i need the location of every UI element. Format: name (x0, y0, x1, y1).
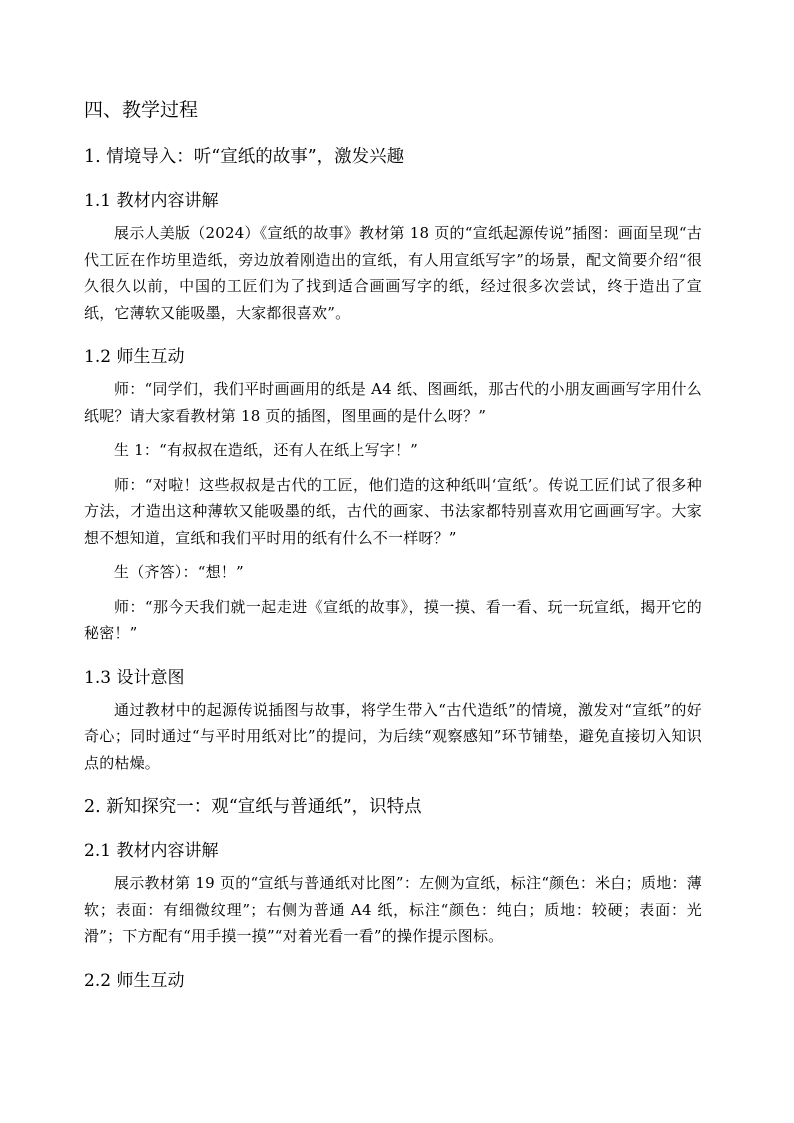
subsection-2-1-title: 2.1 教材内容讲解 (84, 841, 219, 861)
dialogue-line: 师：“对啦！这些叔叔是古代的工匠，他们造的这种纸叫‘宣纸’。传说工匠们试了很多种方法，才造出这种薄软又能吸墨的纸，古代的画家、书法家都特别喜欢用它画画写字。大家想不想知道，宣纸和我们平时用的纸有什么不一样呀？” (84, 475, 702, 547)
subsection-1-3-title: 1.3 设计意图 (84, 667, 185, 688)
subsection-1-3-paragraph: 通过教材中的起源传说插图与故事，将学生带入“古代造纸”的情境，激发对“宣纸”的好奇心；同时通过“与平时用纸对比”的提问，为后续“观察感知”环节铺垫，避免直接切入知识点的枯燥。 (84, 700, 702, 772)
subsection-2-2-title: 2.2 师生互动 (84, 970, 185, 991)
dialogue-line: 生 1：“有叔叔在造纸，还有人在纸上写字！” (114, 441, 419, 459)
dialogue-line: 生（齐答）：“想！” (114, 563, 244, 581)
section-2-title: 2. 新知探究一：观“宣纸与普通纸”，识特点 (84, 797, 422, 817)
subsection-1-1-title: 1.1 教材内容讲解 (84, 191, 219, 211)
subsection-1-2-title: 1.2 师生互动 (84, 347, 185, 367)
section-1-title: 1. 情境导入：听“宣纸的故事”，激发兴趣 (84, 147, 405, 167)
subsection-2-1-paragraph: 展示教材第 19 页的“宣纸与普通纸对比图”：左侧为宣纸，标注“颜色：米白；质地：薄软；表面：有细微纹理”；右侧为普通 A4 纸，标注“颜色：纯白；质地：较硬；表面：光滑”；下方配有“用手摸一摸”“对着光看一看”的操作提示图标。 (84, 874, 702, 945)
dialogue-line: 师：“同学们，我们平时画画用的纸是 A4 纸、图画纸，那古代的小朋友画画写字用什么纸呢？请大家看教材第 18 页的插图，图里画的是什么呀？” (84, 380, 702, 425)
subsection-1-1-paragraph: 展示人美版（2024）《宣纸的故事》教材第 18 页的“宣纸起源传说”插图：画面呈现“古代工匠在作坊里造纸，旁边放着刚造出的宣纸，有人用宣纸写字”的场景，配文简要介绍“很久很久以前，中国的工匠们为了找到适合画画写字的纸，经过很多次尝试，终于造出了宣纸，它薄软又能吸墨，大家都很喜欢”。 (84, 224, 702, 322)
dialogue-line: 师：“那今天我们就一起走进《宣纸的故事》，摸一摸、看一看、玩一玩宣纸，揭开它的秘密！” (84, 597, 702, 642)
section-heading-teaching-process: 四、教学过程 (84, 99, 199, 121)
